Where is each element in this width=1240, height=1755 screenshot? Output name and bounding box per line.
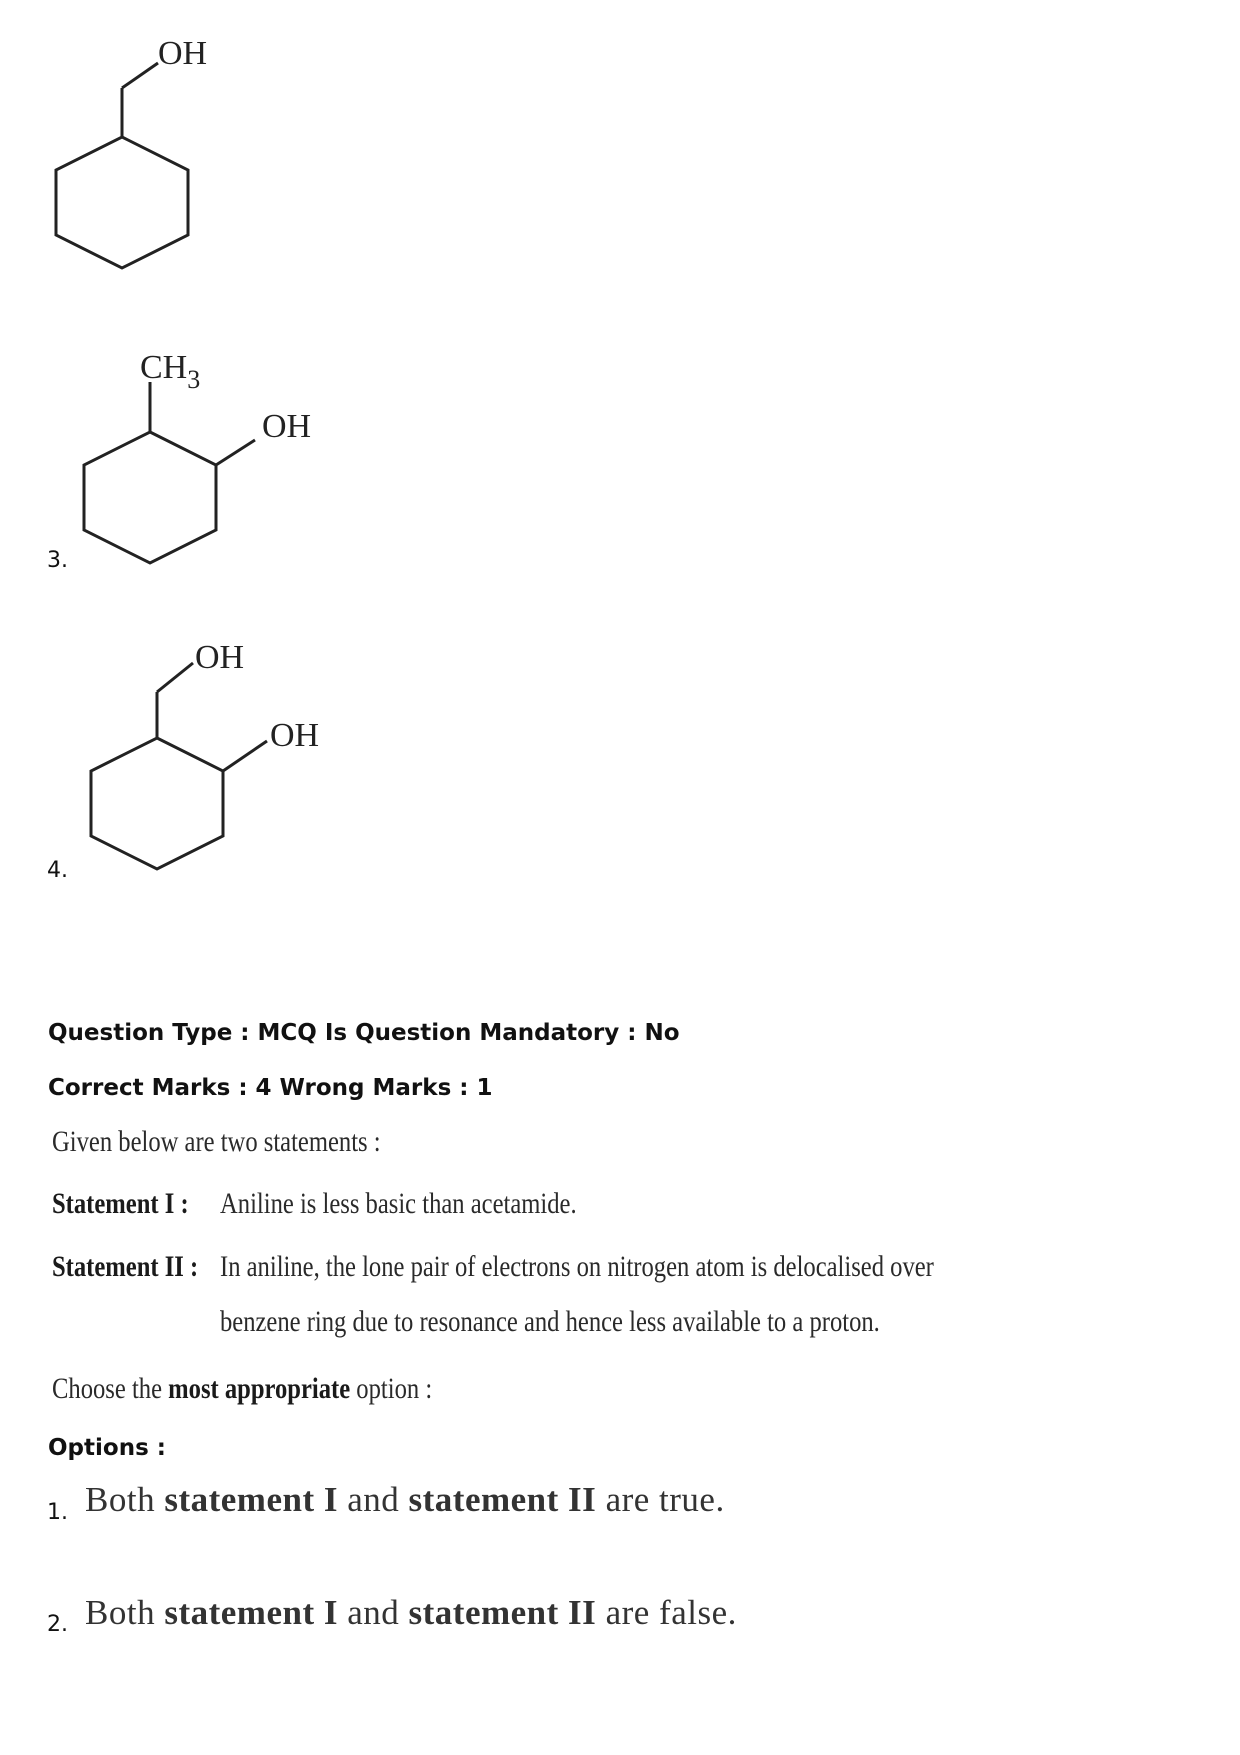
oh-label-top: OH	[195, 639, 245, 676]
option-2-number: 2.	[47, 1612, 68, 1637]
structure-cyclohexylmethanol	[40, 30, 260, 275]
structure-2-methylcyclohexanol	[70, 340, 350, 575]
oh-label: OH	[158, 35, 208, 72]
marks-line: Correct Marks : 4 Wrong Marks : 1	[48, 1075, 493, 1101]
statement2-label: Statement II :	[52, 1250, 199, 1283]
option-1-text[interactable]: Both statement I and statement II are true.	[85, 1480, 725, 1519]
question-intro: Given below are two statements :	[52, 1125, 381, 1158]
statement2-line2: benzene ring due to resonance and hence less available to a proton.	[220, 1305, 880, 1338]
statement1-text: Aniline is less basic than acetamide.	[220, 1187, 577, 1220]
structure-number-4: 4.	[47, 858, 68, 883]
option-2-text[interactable]: Both statement I and statement II are false.	[85, 1593, 737, 1632]
structure-number-3: 3.	[47, 548, 68, 573]
ch3-label: $CH_3$	[140, 349, 201, 394]
oh-label: OH	[262, 408, 312, 445]
options-label: Options :	[48, 1435, 166, 1461]
structure-2-hydroxymethylcyclohexanol	[75, 630, 355, 885]
option-1-number: 1.	[47, 1500, 68, 1525]
choose-instruction: Choose the most appropriate option :	[52, 1372, 433, 1405]
question-type-line: Question Type : MCQ Is Question Mandatory : No	[48, 1020, 680, 1046]
oh-label-ring: OH	[270, 717, 320, 754]
statement2-line1: In aniline, the lone pair of electrons on nitrogen atom is delocalised over	[220, 1250, 934, 1283]
statement1-label: Statement I :	[52, 1187, 189, 1220]
